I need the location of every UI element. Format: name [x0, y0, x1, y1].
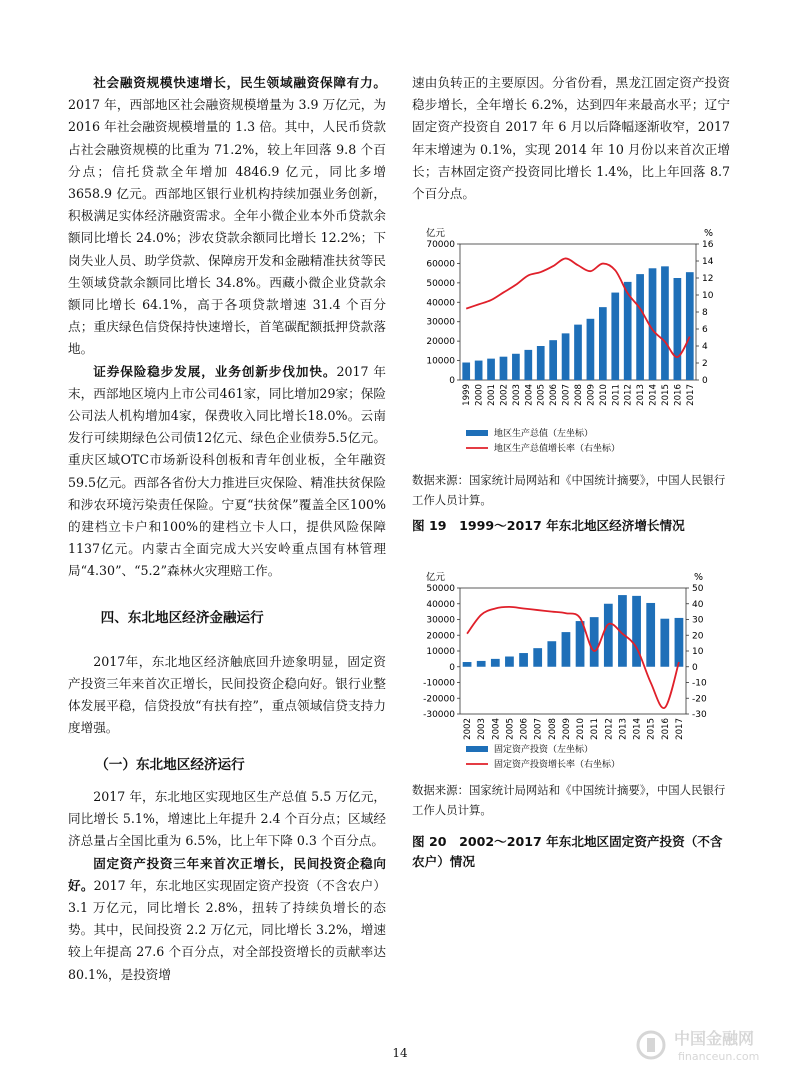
fig19-right-tick-label: 10 [702, 291, 714, 301]
fig19-bar [549, 340, 557, 380]
fig19-category-label: 2000 [474, 384, 485, 406]
fig20-left-tick-label: 40000 [426, 599, 455, 610]
fig19-bar [686, 272, 694, 380]
fig19-category-label: 2004 [524, 384, 535, 406]
fig20-category-label: 2004 [491, 718, 502, 740]
paragraph-province-investment: 速由负转正的主要原因。分省份看，黑龙江固定资产投资稳步增长，全年增长 6.2%，达到四年来最高水平；辽宁固定资产投资自 2017 年 6 月以后降幅逐渐收窄，2017 年末增速为 0.1%，实现 2014 年 10 月份以来首次正增长；吉林固定资产投资同比增长 1.4%，比上年回落 8.7 个百分点。 [412, 75, 730, 202]
fig19-category-label: 2001 [487, 384, 498, 406]
section-heading: 四、东北地区经济金融运行 [100, 609, 264, 626]
fig19-left-tick-label: 60000 [426, 259, 455, 270]
fig19-left-tick-label: 70000 [426, 240, 455, 250]
figure-19-svg [412, 226, 730, 464]
fig19-bar [674, 278, 682, 380]
fig19-bar [537, 346, 545, 380]
fig19-right-unit: % [704, 228, 714, 239]
fig20-left-tick-label: 0 [449, 662, 455, 673]
right-column [412, 72, 730, 205]
paragraph-fixed-investment [68, 853, 386, 986]
text-fixed-investment: 2017 年，东北地区实现固定资产投资（不含农户）3.1 万亿元，同比增长 2.8%，扭转了持续负增长的态势。其中，民间投资 2.2 万亿元，同比增长 3.2%，增速较上年提高 27.6 个百分点，对全部投资增长的贡献率达 80.1%，是投资增 [68, 877, 387, 982]
paragraph-securities-insurance [68, 361, 386, 583]
fig20-category-label: 2007 [533, 718, 544, 740]
fig19-left-tick-label: 30000 [426, 317, 455, 328]
fig20-category-label: 2017 [674, 718, 685, 740]
fig20-bar [547, 641, 556, 667]
fig20-right-unit: % [694, 572, 704, 583]
figure-20-caption: 图 20 2002～2017 年东北地区固定资产投资（不含农户）情况 [412, 834, 723, 869]
fig20-left-tick-label: -30000 [423, 710, 455, 720]
fig20-left-tick-label: 20000 [426, 631, 455, 642]
watermark [628, 1022, 778, 1072]
fig19-bar [512, 354, 520, 380]
fig20-left-tick-label: -10000 [423, 678, 455, 689]
figure-20-chart [412, 568, 730, 774]
fig20-bar [477, 661, 486, 667]
fig19-right-tick-label: 0 [702, 376, 708, 386]
fig20-category-label: 2006 [519, 718, 530, 740]
fig20-left-tick-label: 50000 [426, 584, 455, 594]
lead-securities-insurance: 证券保险稳步发展，业务创新步伐加快。 [93, 363, 337, 379]
fig20-bar [646, 603, 655, 667]
fig19-legend-bar-label: 地区生产总值（左坐标） [494, 429, 594, 439]
fig20-right-tick-label: -20 [692, 694, 707, 705]
fig19-right-tick-label: 2 [702, 359, 708, 369]
watermark-name: 中国金融网 [674, 1029, 755, 1048]
fig19-bar [475, 361, 483, 380]
fig20-category-label: 2003 [477, 718, 488, 740]
fig20-left-tick-label: 10000 [426, 647, 455, 657]
fig19-left-tick-label: 40000 [426, 298, 455, 309]
fig19-right-tick-label: 4 [702, 342, 708, 352]
fig20-bar [604, 604, 613, 667]
paragraph-social-financing [68, 72, 386, 361]
fig19-left-unit: 亿元 [426, 228, 446, 239]
fig19-right-tick-label: 16 [702, 240, 714, 250]
fig20-category-label: 2012 [604, 718, 615, 740]
paragraph-northeast-gdp: 2017 年，东北地区实现地区生产总值 5.5 万亿元，同比增长 5.1%，增速比上年提升 2.4 个百分点；区域经济总量占全国比重为 6.5%，比上年下降 0.3 个百分点。 [68, 788, 386, 849]
fig19-bar [500, 357, 508, 380]
fig19-bar [487, 359, 495, 380]
fig20-legend-line-label: 固定资产投资增长率（右坐标） [494, 760, 621, 770]
fig20-category-label: 2005 [505, 718, 516, 740]
watermark-url: financeun.com [678, 1050, 760, 1063]
fig19-category-label: 1999 [462, 384, 473, 406]
fig19-category-label: 2006 [549, 384, 560, 406]
fig19-category-label: 2014 [648, 384, 659, 406]
fig19-left-tick-label: 50000 [426, 278, 455, 289]
fig20-right-tick-label: 40 [692, 599, 704, 610]
fig19-category-label: 2002 [499, 384, 510, 406]
fig20-right-tick-label: 0 [692, 662, 698, 673]
fig19-category-label: 2013 [636, 384, 647, 406]
fig19-category-label: 2009 [586, 384, 597, 406]
fig20-bar [576, 621, 585, 667]
fig20-bar [660, 619, 669, 667]
fig20-left-tick-label: -20000 [423, 694, 455, 705]
fig20-right-tick-label: 10 [692, 647, 704, 657]
fig20-right-tick-label: 50 [692, 584, 704, 594]
fig19-category-label: 2010 [598, 384, 609, 406]
fig19-left-tick-label: 20000 [426, 337, 455, 348]
fig20-left-tick-label: 30000 [426, 615, 455, 626]
fig19-category-label: 2012 [623, 384, 634, 406]
fig19-category-label: 2007 [561, 384, 572, 406]
fig20-right-tick-label: 20 [692, 631, 704, 642]
fig20-category-label: 2010 [576, 718, 587, 740]
fig19-right-tick-label: 8 [702, 308, 708, 318]
lead-fixed-investment: 固定资产投资三年来首次正增长，民间投资企稳向好。 [68, 855, 386, 893]
fig19-legend-line-label: 地区生产总值增长率（右坐标） [494, 444, 621, 454]
text-social-financing: 2017 年，西部地区社会融资规模增量为 3.9 万亿元，为 2016 年社会融资规模增量的 1.3 倍。其中，人民币贷款占社会融资规模的比重为 71.2%，较上年回落 9.8 个百分点；信托贷款全年增加 4846.9 亿元，同比多增 3658.9 亿元。西部地区银行业机构持续加强业务创新，积极满足实体经济融资需求。全年小微企业本外币贷款余额同比增长 24.0%；涉农贷款余额同比增长 12.2%；下岗失业人员、助学贷款、保障房开发和金融精准扶贫等民生领域贷款余额同比增长 34.8%。西藏小微企业贷款余额同比增长 64.1%，高于各项贷款增速 31.4 个百分点；重庆绿色信贷保持快速增长，首笔碳配额抵押贷款落地。 [68, 97, 386, 357]
fig19-bar [524, 350, 532, 380]
fig19-bar [661, 266, 669, 380]
figure-20-source: 数据来源：国家统计局网站和《中国统计摘要》，中国人民银行工作人员计算。 [412, 783, 726, 817]
fig19-category-label: 2003 [511, 384, 522, 406]
fig20-left-unit: 亿元 [426, 572, 446, 583]
fig19-category-label: 2005 [536, 384, 547, 406]
fig20-category-label: 2015 [646, 718, 657, 740]
fig19-right-tick-label: 12 [702, 274, 714, 284]
fig20-legend-bar-swatch [466, 746, 488, 752]
fig20-legend-bar-label: 固定资产投资（左坐标） [494, 745, 594, 755]
text-securities-insurance: 2017 年末，西部地区境内上市公司461家，同比增加29家；保险公司法人机构增加4家，保费收入同比增长18.0%。云南发行可续期绿色公司债12亿元、绿色企业债券5.5亿元。重庆区域OTC市场新设科创板和青年创业板，全年融资59.5亿元。西部各省份大力推进巨灾保险、精准扶贫保险和涉农环境污染责任保险。宁夏“扶贫保”覆盖全区100%的建档立卡户和100%的建档立卡人口，提供风险保障1137亿元。内蒙古全面完成大兴安岭重点国有林管理局“4.30”、“5.2”森林火灾理赔工作。 [68, 363, 387, 579]
left-column [68, 72, 386, 986]
fig20-category-label: 2002 [463, 718, 474, 740]
fig19-right-tick-label: 6 [702, 325, 708, 335]
fig20-bar [590, 617, 599, 667]
fig20-bar [533, 648, 542, 667]
fig19-bar [611, 293, 619, 380]
fig20-category-label: 2016 [660, 718, 671, 740]
fig20-bar [562, 632, 571, 667]
sub-heading: （一）东北地区经济运行 [95, 756, 245, 773]
figure-20-svg [412, 568, 730, 774]
paragraph-northeast-intro: 2017年，东北地区经济触底回升迹象明显，固定资产投资三年来首次正增长，民间投资企稳向好。银行业整体发展平稳，信贷投放“有扶有控”，重点领域信贷支持力度增强。 [68, 653, 386, 736]
fig19-bar [599, 307, 607, 380]
fig20-right-tick-label: -30 [692, 710, 707, 720]
fig19-legend-bar-swatch [466, 430, 488, 436]
fig19-left-tick-label: 0 [449, 376, 455, 386]
fig20-right-tick-label: 30 [692, 615, 704, 626]
fig19-bar [636, 274, 644, 380]
fig20-bar [491, 659, 500, 667]
fig20-category-label: 2011 [590, 718, 601, 740]
fig19-category-label: 2008 [574, 384, 584, 406]
figure-19-chart [412, 226, 730, 464]
lead-social-financing: 社会融资规模快速增长，民生领域融资保障有力。 [93, 75, 386, 90]
figure-19-caption: 图 19 1999～2017 年东北地区经济增长情况 [412, 518, 685, 533]
fig19-left-tick-label: 10000 [426, 356, 455, 367]
fig20-category-label: 2009 [561, 718, 572, 740]
fig19-category-label: 2011 [611, 384, 622, 406]
fig20-bar [463, 662, 472, 667]
figure-19-source: 数据来源：国家统计局网站和《中国统计摘要》，中国人民银行工作人员计算。 [412, 473, 726, 507]
page-number: 14 [392, 1046, 408, 1060]
fig19-bar [562, 333, 570, 380]
fig19-category-label: 2017 [685, 384, 696, 406]
fig19-category-label: 2015 [660, 384, 671, 406]
fig20-category-label: 2014 [632, 718, 643, 740]
fig20-bar [675, 618, 684, 667]
fig20-bar [519, 653, 528, 667]
fig20-bar [505, 657, 514, 667]
fig20-category-label: 2008 [547, 718, 558, 740]
fig19-bar [587, 319, 595, 380]
fig20-right-tick-label: -10 [692, 678, 707, 689]
fig19-bar [462, 363, 470, 380]
fig19-category-label: 2016 [673, 384, 684, 406]
watermark-logo-icon [636, 1030, 666, 1060]
fig20-category-label: 2013 [618, 718, 629, 740]
fig19-right-tick-label: 14 [702, 257, 714, 267]
fig19-bar [574, 325, 582, 380]
